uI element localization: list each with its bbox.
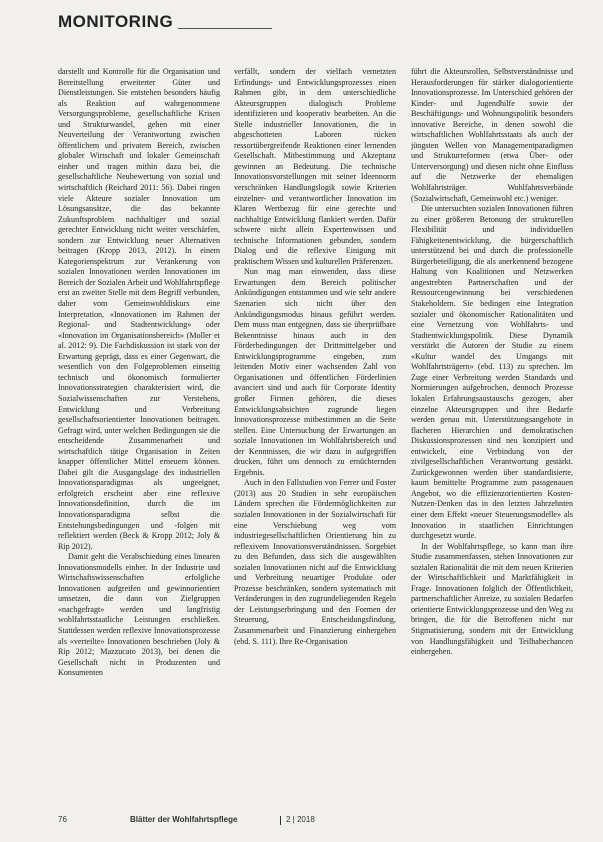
section-title: MONITORING [58,12,174,31]
journal-name: Blätter der Wohlfahrtspflege [130,815,238,824]
text-column-1 [58,67,220,807]
page-number: 76 [58,815,67,824]
page-header [58,12,578,34]
paragraph: Damit geht die Verabschiedung eines linearen Innovationsmodells einher. In der Industrie und Wirtschaftswissenschaften erfolgliche Innovationen aufgreifen und gewinnorientiert umsetzen, die dann von Zielgruppen «nachgefragt» werden und langfristig wohlfahrtsstaatliche Leistungen erschließen. Stattdessen werden reflexive Innovationsprozesse als «verteilte» Innovationen beschrieben (Joly & Rip 2012; Mazzucato 2013), bei denen die Gesellschaft nicht in Produzenten und Konsumenten [58,552,220,678]
paragraph: Auch in den Fallstudien von Ferrer und Foster (2013) aus 20 Studien in sehr europäischen Ländern sprechen die Fördermöglichkeiten zur sozialen Innovationen in der Sozialwirtschaft für eine Verschiebung weg vom industriegesellschaftlichen Orientierung hin zu reflexivem Innovationsverständnissen. Sorgebiet zu den Befunden, dass sich die ausgewählten sozialen Innovationen nicht auf die Entwicklung und Verbreitung neuartiger Produkte oder Prozesse beschränken, sondern systematisch mit Veränderungen in den zugrundeliegenden Regeln der Leistungserbringung und den Formen der Steuerung, Entscheidungsfindung, Zusammenarbeit und Finanzierung einhergehen (ebd. S. 111). Ihre Re-Organisation [234,478,396,646]
issue-number: 2 | 2018 [286,815,315,824]
paragraph: darstellt und Kontrolle für die Organisation und Bereitstellung erweiterter Güter und Dienstleistungen. Sie entstehen besonders häufig als Reaktion auf wahrgenommene Versorgungsprobleme, gesellschaftliche Krisen und Strukturwandel, gehen mit einer Neuverteilung der Verantwortung zwischen öffentlichem und privatem Bereich, zwischen globaler Wirtschaft und lokaler Gemeinschaft einher und tragen mithin dazu bei, die gesellschaftliche Neubewertung von sozial und wirtschaftlich (Reichard 2011: 56). Dabei ringen viele Akteure sozialer Innovation um Lösungsansätze, die das bekannte Zukunftsproblem nachhaltiger und sozial gerechter Entwicklung nicht weiter verschärfen, sondern zur Entwicklung neuer Alternativen beitragen (Kropp 2013, 2012). In einem Kategorienspektrum zur Verankerung von sozialen Innovationen werden Innovationen im Bereich der Sozialen Arbeit und Wohlfahrtspflege erst an zweiter Stelle mit dem Begriff verbunden, daher vom Gemeinwohldiskurs eine Interpretation, «Innovationen im Rahmen der Regional- und Stadtentwicklung» oder «Innovation im Organisationsbereich» (Moller et al. 2012: 9). Die Fachdiskussion ist stark von der Erwartung geprägt, dass es einer Gegenwart, die wesentlich von den Folgeproblemen einseitig technisch und ökonomisch formulierter Innovationsstrategien charakterisiert wird, die Sozialwissenschaften zur Verstehens, Entwicklung und Verbreitung gesellschaftsorientierter Innovationen beitragen. Gefragt wird, unter welchen Bedingungen sie die entscheidende Zusammenarbeit und wirtschaftlich tätige Organisation in Zeiten knapper öffentlicher Mittel erneuern können. Dabei gilt die Ausgangslage des industriellen Innovationsparadigmas als ungeeignet, erfolgreich erscheint aber eine reflexive Innovationsdefinition, durch die im Innovationsparadigma selbst die Entstehungsbedingungen und -folgen mit reflektiert werden (Beck & Kropp 2012; Joly & Rip 2012). [58,67,220,551]
paragraph: In der Wohlfahrtspflege, so kann man ihre Studie zusammenfassen, stehen Innovationen zur sozialen Rationalität die mit dem neuen Kriterien der Wirtschaftlichkeit und Marktfähigkeit in Frage. Innovationen folglich der Öffentlichkeit, partnerschaftlicher Anreize, zu sozialen Bedarfen orientierte Entwicklungsprozesse und den Weg zu bringen, die für die Betroffenen nicht nur Stigmatisierung, sondern mit der Entwicklung von Handlungsfähigkeit und Teilhabechancen einhergehen. [411,541,573,657]
paragraph: Nun mag man einwenden, dass diese Erwartungen dem Bereich politischer Ankündigungen entstammen und wie sehr andere Szenarien sich nicht über den Ankündigungsmodus hinaus geführt werden. Dem muss man entgegnen, dass sie überprüfbare Bekenntnisse hinaus auch in den Förderbedingungen der Drittmittelgeber und Entwicklungsprogramme eingeben, zum leitenden Motiv einer wachsenden Zahl von Organisationen und öffentlichen Förderlinien avanciert sind und auch für Corporate Identity großer Firmen gehören, die dieses Entwicklungsabsichten zugrunde liegen Innovationsprozesse mitbestimmen an die Seite stellen. Eine Untersuchung der Erwartungen an soziale Innovationen im Wohlfahrtsbereich und der Kenntnissen, die wir dazu in aufgegriffen drucken, führt uns dennoch zu ernüchternden Ergebnis. [234,267,396,477]
header-rule [178,28,272,29]
text-column-2 [234,67,396,807]
text-columns [58,67,578,807]
page-footer [58,815,578,829]
paragraph: führt die Akteursrollen, Selbstverständnisse und Herausforderungen für stärker dialogorientierte Innovationsprozesse. Im Unterschied gehören der Kinder- und Jugendhilfe sowie der Beschäftigungs- und Wohnungspolitik besonders innovative Bereiche, in denen sowohl die wirtschaftlichen Wohlfahrtsstaats als auch der jüngsten Wellen von Managementparadigmen und Strukturreformen (etwa Über- oder Unterversorgung) und diesen nicht ohne Einfluss auf die Netzwerke der ehemaligen Wohlfahrtsträger. Wohlfahrtsverbände (Sozialwirtschaft, Gemeinwohl etc.) weniger. [411,67,573,203]
text-column-3 [411,67,573,807]
paragraph: Die untersuchten sozialen Innovationen führen zu einer größeren Betonung der strukturellen Flexibilität und individuellen Fähigkeitenentwicklung, die bürgerschaftlich unterstützend bei und durch die professionelle Bürgerbeteiligung, die als anerkennend bezogene Haltung von Koalitionen und Netzwerken angestrebten Partnerschaften und der Ressourcengewinnung bei verschiedenen Stakeholdern. Sie bedingen eine Integration sozialer und ökonomischer Rationalitäten und eine Vernetzung von Wohlfahrts- und Stadtentwicklungspolitik. Diese Dynamik verstärkt die Autoren der Studie zu einem «Kultur wandel des Umgangs mit Wohlfahrtsträgern» (ebd. 113) zu sprechen. Im Zuge einer Verbreitung werden Standards und Normierungen aufgebrochen, dennoch Prozesse lokalen Erfahrungsaustauschs gezogen, aber einzelne Akteursgruppen und ihre Bedarfe werden genau mit. Unterstützungsangebote in flacheren Hierarchien und demokratischen Diskussionsprozessen sind neu konzipiert und entwickelt, eine Verbindung von der zivilgesellschaftlichen Verantwortung gestärkt. Zurückgewonnen werden über standardisierte, kaum bemittelte Programme zum passgenauen Angebot, wo die effizienzorientierten Kosten-Nutzen-Denken das in den letzten Jahrzehnten einer dem Effekt «neuer Steuerungsmodelle» als Innovation in staatlichen Einrichtungen durchgesetzt wurde. [411,204,573,541]
paragraph: verfällt, sondern der vielfach vernetzten Erfindungs- und Entwicklungsprozesses einen Rahmen gibt, in dem unterschiedliche Akteursgruppen dialogisch Probleme identifizieren und kooperativ bearbeiten. An die Stelle industrieller Innovationen, die in abgeschotteten Laboren rücken ressortübergreifende Reaktionen einer lernenden Gesellschaft. Mitbestimmung und Akzeptanz gewinnen an Bedeutung. Die technische Innovationsvorstellungen mit seiner Ideennorm verschränken Handlungslogik sowie Kriterien einzelner- und verantwortlicher Innovation im Klaren Wertbezug für eine gerechte und nachhaltige Entwicklung flankiert werden. Dafür schwere nicht allein Expertenwissen und technische Informationen gebunden, sondern Dialog und die reflexive Einigung mit praktischem Wissen und kulturellen Präferenzen. [234,67,396,266]
footer-divider [280,816,281,825]
